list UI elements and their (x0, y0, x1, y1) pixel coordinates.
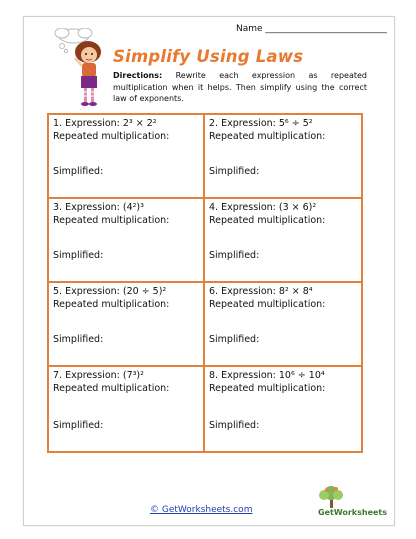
repeated-multiplication-label: Repeated multiplication: (209, 298, 326, 310)
repeated-multiplication-label: Repeated multiplication: (53, 130, 170, 142)
thinking-kid-illustration (48, 28, 110, 112)
problem-expression: 4. Expression: (3 × 6)² (209, 202, 317, 213)
problem-cell-5[interactable] (49, 283, 205, 367)
copyright-link[interactable]: © GetWorksheets.com (150, 505, 253, 515)
problem-expression: 7. Expression: (7³)² (53, 370, 144, 381)
simplified-label: Simplified: (209, 165, 260, 177)
repeated-multiplication-label: Repeated multiplication: (53, 214, 170, 226)
repeated-multiplication-label: Repeated multiplication: (53, 382, 170, 394)
problem-expression: 6. Expression: 8² × 8⁴ (209, 286, 313, 297)
name-field-label: Name ___________________________ (236, 24, 387, 34)
repeated-multiplication-label: Repeated multiplication: (209, 214, 326, 226)
problem-grid (47, 113, 363, 453)
problem-cell-2[interactable] (205, 115, 361, 199)
problem-cell-7[interactable] (49, 367, 205, 451)
simplified-label: Simplified: (53, 333, 104, 345)
directions-body: Rewrite each expression as repeated multiplication when it helps. Then simplify using the correct law of exponents. (113, 71, 367, 103)
problem-cell-3[interactable] (49, 199, 205, 283)
problem-expression: 1. Expression: 2³ × 2² (53, 118, 157, 129)
simplified-label: Simplified: (53, 249, 104, 261)
repeated-multiplication-label: Repeated multiplication: (209, 382, 326, 394)
simplified-label: Simplified: (53, 165, 104, 177)
problem-expression: 3. Expression: (4²)³ (53, 202, 144, 213)
simplified-label: Simplified: (209, 333, 260, 345)
problem-expression: 2. Expression: 5⁶ ÷ 5² (209, 118, 313, 129)
problem-expression: 5. Expression: (20 ÷ 5)² (53, 286, 167, 297)
problem-expression: 8. Expression: 10⁶ ÷ 10⁴ (209, 370, 325, 381)
simplified-label: Simplified: (209, 249, 260, 261)
problem-cell-6[interactable] (205, 283, 361, 367)
simplified-label: Simplified: (53, 419, 104, 431)
brand-logo-text: GetWorksheets (318, 508, 388, 517)
problem-cell-8[interactable] (205, 367, 361, 451)
tree-logo-icon (312, 484, 352, 510)
problem-cell-4[interactable] (205, 199, 361, 283)
directions-label: Directions: (113, 71, 163, 80)
repeated-multiplication-label: Repeated multiplication: (53, 298, 170, 310)
simplified-label: Simplified: (209, 419, 260, 431)
problem-cell-1[interactable] (49, 115, 205, 199)
repeated-multiplication-label: Repeated multiplication: (209, 130, 326, 142)
worksheet-title: Simplify Using Laws (113, 47, 304, 66)
directions-text (113, 70, 367, 105)
